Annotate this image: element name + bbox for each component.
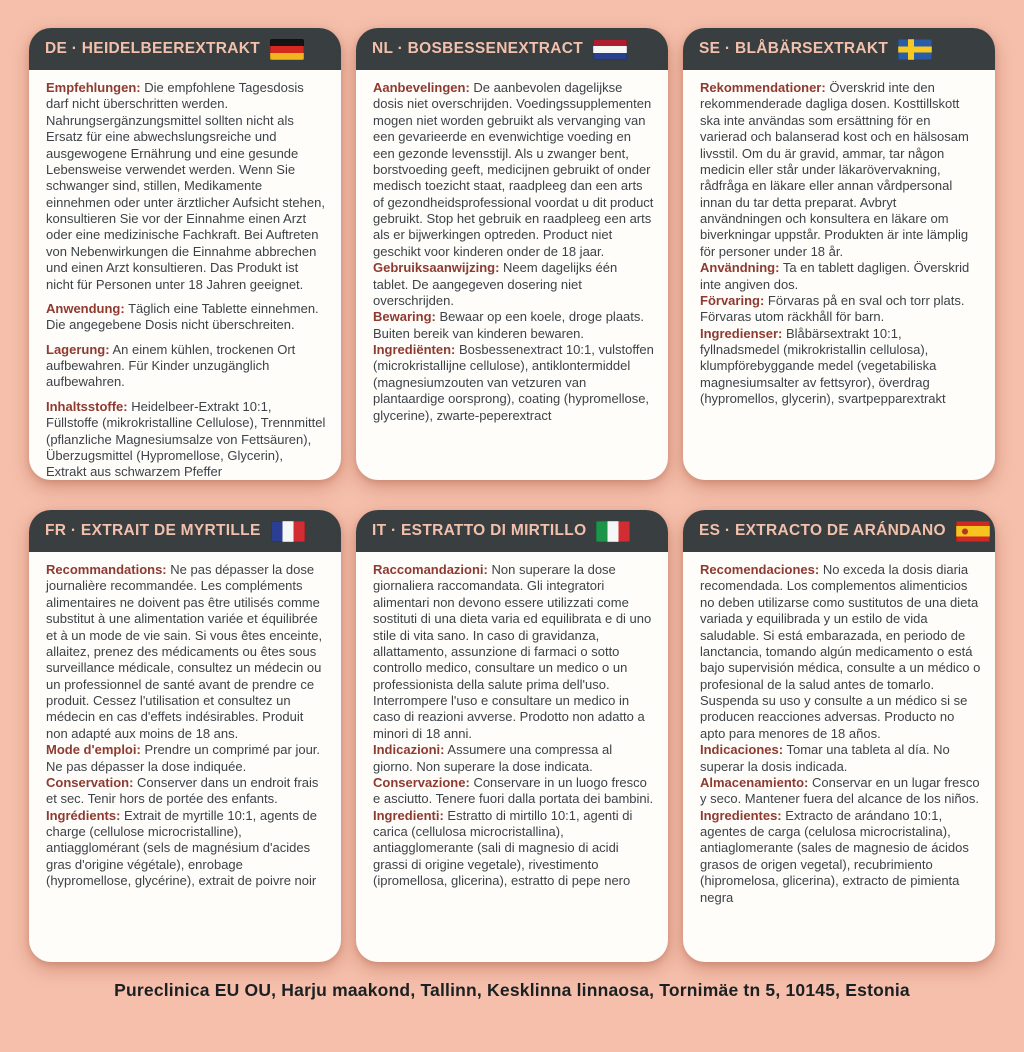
- section-label: Recommandations:: [46, 562, 167, 577]
- section-text: An einem kühlen, trockenen Ort aufbewahren. Für Kinder unzugänglich aufbewahren.: [46, 341, 296, 390]
- section-label: Ingredientes:: [700, 807, 782, 823]
- section-label: Indicazioni:: [373, 742, 445, 758]
- card-header-fr: [29, 510, 341, 552]
- section-text: Bosbessenextract 10:1, vulstoffen (microkristallijne cellulose), antiklontermiddel (magnesiumzouten van vetzuren van plantaardige oorsprong), coating (hypromellose, glycerine), zwarte-peperextract: [373, 342, 654, 423]
- section-usage: [46, 742, 327, 775]
- section-ingredients: [46, 399, 327, 480]
- section-label: Ingrédients:: [46, 807, 121, 823]
- card-title-it: IT · ESTRATTO DI MIRTILLO: [372, 522, 587, 539]
- section-text: Non superare la dose giornaliera raccomandata. Gli integratori alimentari non devono essere utilizzati come sostituti di una dieta varia ed equilibrata e di uno stile di vita sano. In caso di gravidanza, allattamento, assunzione di farmaci o sotto controllo medico, consultare un medico o un professionista della salute prima dell'uso. Interrompere l'uso e consultare un medico in caso di reazioni avverse. Prodotto non adatto a minori di 18 anni.: [373, 562, 652, 741]
- section-storage: [700, 293, 981, 326]
- section-label: Recomendaciones:: [700, 562, 820, 577]
- section-label: Empfehlungen:: [46, 80, 141, 95]
- card-header-se: [683, 28, 995, 70]
- section-text: Neem dagelijks één tablet. De aangegeven dosering niet overschrijden.: [373, 260, 618, 308]
- section-ingredients: [373, 342, 654, 424]
- section-label: Gebruiksaanwijzing:: [373, 260, 500, 276]
- card-de: [29, 28, 341, 480]
- section-text: Överskrid inte den rekommenderade dagliga dosen. Kosttillskott ska inte användas som ersättning för en varierad och balanserad kost och en hälsosam livsstil. Om du är gravid, ammar, tar någon medicin eller står under läkarövervakning, rådfråga en läkare eller annan vårdpersonal innan du tar detta preparat. Avbryt användningen och konsultera en läkare om biverkningar uppstår. Produkten är inte lämplig för personer under 18 år.: [700, 80, 969, 259]
- section-label: Indicaciones:: [700, 742, 784, 758]
- section-text: Conservar en un lugar fresco y seco. Mantener fuera del alcance de los niños.: [700, 774, 980, 807]
- section-usage: [700, 742, 981, 775]
- card-body-it: [356, 552, 668, 898]
- section-label: Inhaltsstoffe:: [46, 398, 128, 414]
- section-text: No exceda la dosis diaria recomendada. Los complementos alimenticios no deben utilizarse como sustitutos de una dieta variada y equilibrada y un estilo de vida saludable. Si está embarazada, en periodo de lanctancia, tomando algún medicamento o está bajo supervisión médica, consulte a un médico o profesional de la salud antes de tomarlo. Suspenda su uso y consulte a un médico si se producen reacciones adversas. Producto no apto para menores de 18 años.: [700, 562, 981, 741]
- section-label: Aanbevelingen:: [373, 80, 470, 95]
- section-label: Förvaring:: [700, 292, 765, 308]
- section-storage: [46, 342, 327, 391]
- label-card-grid: [29, 28, 995, 962]
- section-label: Almacenamiento:: [700, 774, 809, 790]
- section-storage: [373, 309, 654, 342]
- section-text: Prendre un comprimé par jour. Ne pas dépasser la dose indiquée.: [46, 742, 321, 774]
- card-body-se: [683, 70, 995, 416]
- section-label: Rekommendationer:: [700, 80, 826, 95]
- section-label: Ingredienser:: [700, 325, 783, 341]
- section-text: Täglich eine Tablette einnehmen. Die angegebene Dosis nicht überschreiten.: [46, 300, 319, 333]
- section-ingredients: [700, 326, 981, 408]
- section-recommendations: [700, 80, 981, 260]
- section-text: Conserver dans un endroit frais et sec. Tenir hors de portée des enfants.: [46, 774, 319, 807]
- section-label: Ingredienti:: [373, 807, 444, 823]
- section-text: Estratto di mirtillo 10:1, agenti di carica (cellulosa microcristallina), antiagglomerante (sali di magnesio di acidi grassi di origine vegetale), rivestimento (ipromellosa, glicerina), estratto di pepe nero: [373, 807, 633, 889]
- card-header-es: [683, 510, 995, 552]
- section-label: Lagerung:: [46, 341, 110, 357]
- section-label: Raccomandazioni:: [373, 562, 488, 577]
- section-text: Heidelbeer-Extrakt 10:1, Füllstoffe (mikrokristalline Cellulose), Trennmittel (pflanzliche Magnesiumsalze von Fettsäuren), Überzugsmittel (Hypromellose, Glycerin), Extrakt aus schwarzem Pfeffer: [46, 398, 326, 480]
- section-text: Ta en tablett dagligen. Överskrid inte angiven dos.: [700, 260, 970, 292]
- section-text: Conservare in un luogo fresco e asciutto. Tenere fuori dalla portata dei bambini.: [373, 774, 654, 807]
- section-text: Tomar una tableta al día. No superar la dosis indicada.: [700, 742, 950, 774]
- section-ingredients: [373, 808, 654, 890]
- germany-flag-icon: [270, 39, 304, 60]
- card-body-es: [683, 552, 995, 914]
- section-text: Extracto de arándano 10:1, agentes de carga (celulosa microcristalina), antiaglomerante (sales de magnesio de ácidos grasos de origen vegetal), recubrimiento (hipromelosa, glicerina), extracto de pimienta negra: [700, 807, 969, 905]
- section-text: Extrait de myrtille 10:1, agents de charge (cellulose microcristalline), antiagglomérant (sels de magnésium d'acides gras d'origine végétale), enrobage (hypromellose, glycérine), extrait de poivre noir: [46, 807, 317, 889]
- section-recommendations: [700, 562, 981, 742]
- card-title-nl: NL · BOSBESSENEXTRACT: [372, 40, 583, 57]
- section-usage: [373, 260, 654, 309]
- card-header-nl: [356, 28, 668, 70]
- company-address: Pureclinica EU OU, Harju maakond, Tallinn, Kesklinna linnaosa, Tornimäe tn 5, 10145, Estonia: [114, 980, 910, 1000]
- section-ingredients: [700, 808, 981, 906]
- card-nl: [356, 28, 668, 480]
- section-recommendations: [373, 562, 654, 742]
- card-body-nl: [356, 70, 668, 432]
- card-title-de: DE · HEIDELBEEREXTRAKT: [45, 40, 261, 57]
- section-text: Assumere una compressa al giorno. Non superare la dose indicata.: [373, 742, 613, 774]
- section-label: Conservazione:: [373, 774, 470, 790]
- section-usage: [46, 301, 327, 334]
- card-body-de: [29, 70, 341, 480]
- section-label: Användning:: [700, 260, 780, 276]
- card-body-fr: [29, 552, 341, 898]
- section-ingredients: [46, 808, 327, 890]
- card-title-es: ES · EXTRACTO DE ARÁNDANO: [699, 522, 946, 539]
- france-flag-icon: [271, 521, 305, 542]
- section-label: Anwendung:: [46, 300, 125, 316]
- card-es: [683, 510, 995, 962]
- section-text: Die empfohlene Tagesdosis darf nicht überschritten werden. Nahrungsergänzungsmittel sollten nicht als Ersatz für eine abwechslungsreiche und ausgewogene Ernährung und eine gesunde Lebensweise verwendet werden. Wenn Sie schwanger sind, stillen, Medikamente einnehmen oder unter ärztlicher Aufsicht stehen, konsultieren Sie vor der Einnahme einen Arzt oder eine medizinische Fachkraft. Bei Auftreten von Nebenwirkungen die Einnahme abbrechen und einen Arzt konsultieren. Das Produkt ist nicht für Personen unter 18 Jahren geeignet.: [46, 80, 325, 292]
- section-text: Blåbärsextrakt 10:1, fyllnadsmedel (mikrokristallin cellulosa), klumpförebyggande medel (vegetabiliska magnesiumsalter av fettsyror), överdrag (hypromellos, glycerin), svartpepparextrakt: [700, 325, 946, 407]
- card-title-se: SE · BLÅBÄRSEXTRAKT: [699, 40, 889, 57]
- card-header-it: [356, 510, 668, 552]
- card-header-de: [29, 28, 341, 70]
- section-storage: [46, 775, 327, 808]
- section-recommendations: [46, 80, 327, 293]
- section-label: Ingrediënten:: [373, 342, 456, 357]
- spain-flag-icon: [956, 521, 990, 542]
- section-label: Conservation:: [46, 774, 134, 790]
- sweden-flag-icon: [898, 39, 932, 60]
- section-text: Bewaar op een koele, droge plaats. Buiten bereik van kinderen bewaren.: [373, 309, 644, 341]
- section-usage: [373, 742, 654, 775]
- section-text: De aanbevolen dagelijkse dosis niet overschrijden. Voedingssupplementen mogen niet worden gebruikt als vervanging van een gevarieerde en evenwichtige voeding en een gezonde levensstijl. Als u zwanger bent, borstvoeding geeft, medicijnen gebruikt of onder medisch toezicht staat, raadpleeg dan een arts of gezondheidsprofessional voordat u dit product gebruikt. Stop het gebruik en raadpleeg een arts als er bijwerkingen optreden. Product niet geschikt voor kinderen onder de 18 jaar.: [373, 80, 654, 259]
- card-fr: [29, 510, 341, 962]
- italy-flag-icon: [596, 521, 630, 542]
- section-text: Förvaras på en sval och torr plats. Förvaras utom räckhåll för barn.: [700, 292, 965, 325]
- card-title-fr: FR · EXTRAIT DE MYRTILLE: [45, 522, 261, 539]
- section-storage: [700, 775, 981, 808]
- card-it: [356, 510, 668, 962]
- netherlands-flag-icon: [593, 39, 627, 60]
- section-label: Mode d'emploi:: [46, 742, 141, 758]
- section-usage: [700, 260, 981, 293]
- section-text: Ne pas dépasser la dose journalière recommandée. Les compléments alimentaires ne doivent pas être utilisés comme substitut à une alimentation variée et équilibrée et à un mode de vie sain. Si vous êtes enceinte, allaitez, prenez des médicaments ou êtes sous surveillance médicale, consultez un médecin ou un professionnel de santé avant de prendre ce produit. Cessez l'utilisation et consultez un médecin en cas d'effets indésirables. Produit non adapté aux moins de 18 ans.: [46, 562, 323, 741]
- card-se: [683, 28, 995, 480]
- section-label: Bewaring:: [373, 309, 436, 325]
- section-recommendations: [373, 80, 654, 260]
- section-storage: [373, 775, 654, 808]
- section-recommendations: [46, 562, 327, 742]
